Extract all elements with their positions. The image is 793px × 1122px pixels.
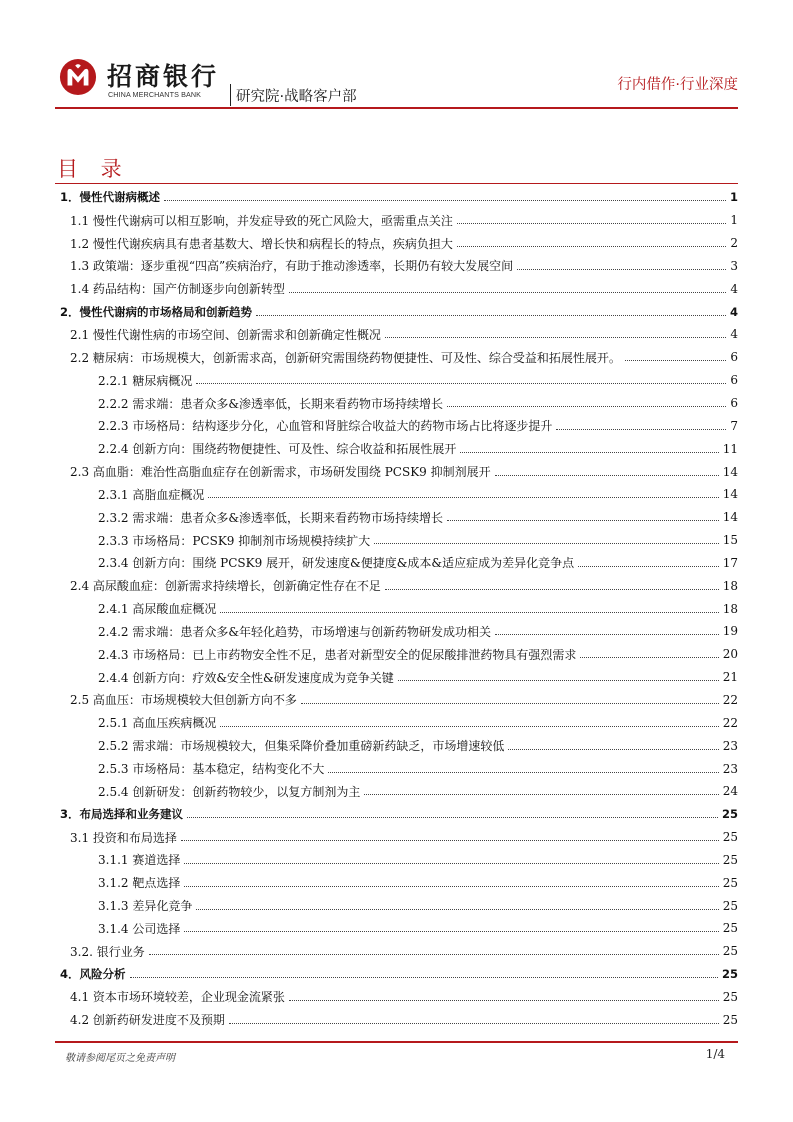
toc-entry-label: 2.2.1 糖尿病概况 (98, 373, 193, 388)
toc-entry-page: 22 (722, 692, 738, 707)
toc-entry[interactable] (55, 620, 738, 643)
toc-leader-dots (625, 359, 726, 361)
toc-leader-dots (130, 976, 718, 978)
toc-entry[interactable] (55, 186, 738, 209)
toc-entry[interactable] (55, 414, 738, 437)
cmb-logo-icon (59, 58, 97, 96)
toc-entry[interactable] (55, 277, 738, 300)
toc-entry[interactable] (55, 757, 738, 780)
toc-entry-page: 17 (722, 555, 738, 570)
logo-english-name: CHINA MERCHANTS BANK (108, 90, 202, 99)
toc-entry[interactable] (55, 255, 738, 278)
toc-entry-page: 25 (722, 875, 738, 890)
toc-entry-label: 2．慢性代谢病的市场格局和创新趋势 (60, 304, 252, 319)
table-of-contents (55, 186, 738, 1031)
toc-entry[interactable] (55, 574, 738, 597)
toc-entry[interactable] (55, 483, 738, 506)
toc-leader-dots (220, 611, 718, 613)
toc-entry-label: 1.3 政策端：逐步重视“四高”疾病治疗，有助于推动渗透率，长期仍有较大发展空间 (70, 259, 514, 274)
toc-entry[interactable] (55, 552, 738, 575)
toc-entry-label: 2.5.4 创新研发：创新药物较少，以复方制剂为主 (98, 784, 361, 799)
toc-entry-page: 23 (722, 761, 738, 776)
toc-leader-dots (184, 862, 718, 864)
toc-entry-label: 2.5.3 市场格局：基本稳定，结构变化不大 (98, 762, 325, 777)
toc-entry[interactable] (55, 1008, 738, 1031)
toc-leader-dots (164, 199, 726, 201)
toc-entry-label: 3．布局选择和业务建议 (60, 807, 184, 822)
toc-entry-page: 21 (722, 670, 738, 685)
toc-entry-label: 2.3.3 市场格局：PCSK9 抑制剂市场规模持续扩大 (98, 533, 371, 548)
toc-leader-dots (385, 588, 719, 590)
toc-entry-label: 2.3 高血脂：难治性高脂血症存在创新需求，市场研发围绕 PCSK9 抑制剂展开 (70, 465, 491, 480)
toc-entry-label: 3.1.4 公司选择 (98, 921, 181, 936)
footer-rule (55, 1041, 738, 1043)
toc-leader-dots (495, 633, 719, 635)
toc-title-rule (55, 183, 738, 184)
toc-entry[interactable] (55, 506, 738, 529)
toc-entry[interactable] (55, 711, 738, 734)
toc-entry-label: 3.1.1 赛道选择 (98, 853, 181, 868)
report-type-label: 行内借作·行业深度 (617, 77, 738, 93)
toc-entry-label: 2.5.2 需求端：市场规模较大，但集采降价叠加重磅新药缺乏，市场增速较低 (98, 739, 505, 754)
toc-entry-label: 3.1.3 差异化竞争 (98, 899, 193, 914)
toc-entry[interactable] (55, 963, 738, 986)
toc-leader-dots (508, 748, 718, 750)
toc-leader-dots (229, 1022, 719, 1024)
page-header (55, 56, 738, 108)
toc-leader-dots (196, 382, 726, 384)
toc-entry-page: 1 (730, 213, 738, 228)
toc-entry-label: 2.4.2 需求端：患者众多&年轻化趋势，市场增速与创新药物研发成功相关 (98, 624, 492, 639)
toc-leader-dots (328, 771, 718, 773)
toc-entry-label: 2.3.1 高脂血症概况 (98, 487, 205, 502)
toc-leader-dots (149, 953, 719, 955)
toc-entry-label: 2.2 糖尿病：市场规模大，创新需求高，创新研究需围绕药物便捷性、可及性、综合受益和拓展性展开。 (70, 350, 621, 365)
toc-entry-label: 1.2 慢性代谢疾病具有患者基数大、增长快和病程长的特点，疾病负担大 (70, 236, 453, 251)
toc-entry[interactable] (55, 437, 738, 460)
toc-entry-label: 2.5 高血压：市场规模较大但创新方向不多 (70, 693, 297, 708)
toc-entry-label: 3.2. 银行业务 (70, 944, 145, 959)
toc-entry-page: 25 (721, 967, 738, 982)
toc-entry-label: 2.5.1 高血压疾病概况 (98, 716, 217, 731)
toc-leader-dots (301, 702, 719, 704)
toc-leader-dots (196, 908, 718, 910)
toc-entry-page: 3 (730, 258, 738, 273)
toc-entry-page: 7 (730, 418, 738, 433)
toc-entry[interactable] (55, 826, 738, 849)
toc-entry[interactable] (55, 780, 738, 803)
toc-entry[interactable] (55, 529, 738, 552)
toc-entry[interactable] (55, 940, 738, 963)
toc-leader-dots (447, 519, 719, 521)
toc-entry-label: 2.1 慢性代谢性病的市场空间、创新需求和创新确定性概况 (70, 327, 381, 342)
toc-leader-dots (457, 222, 726, 224)
toc-entry-label: 2.2.2 需求端：患者众多&渗透率低，长期来看药物市场持续增长 (98, 396, 444, 411)
toc-leader-dots (181, 839, 719, 841)
toc-entry-page: 22 (722, 715, 738, 730)
toc-entry-page: 25 (722, 989, 738, 1004)
toc-entry-label: 2.4.1 高尿酸血症概况 (98, 602, 217, 617)
toc-entry-label: 2.3.4 创新方向：围绕 PCSK9 展开，研发速度&便捷度&成本&适应症成为差异化竞争点 (98, 556, 575, 571)
toc-entry-page: 4 (730, 327, 738, 342)
logo-chinese-name: 招商银行 (107, 62, 220, 91)
toc-leader-dots (184, 885, 718, 887)
toc-leader-dots (289, 999, 719, 1001)
toc-entry-label: 2.4.4 创新方向：疗效&安全性&研发速度成为竞争关键 (98, 670, 394, 685)
toc-entry[interactable] (55, 666, 738, 689)
toc-entry-page: 25 (722, 898, 738, 913)
toc-entry[interactable] (55, 392, 738, 415)
toc-entry[interactable] (55, 894, 738, 917)
toc-entry-page: 14 (722, 487, 738, 502)
toc-entry-label: 1.1 慢性代谢病可以相互影响，并发症导致的死亡风险大，亟需重点关注 (70, 213, 453, 228)
toc-leader-dots (517, 268, 726, 270)
toc-entry-page: 25 (722, 830, 738, 845)
toc-entry-label: 4.2 创新药研发进度不及预期 (70, 1013, 225, 1028)
toc-leader-dots (187, 816, 718, 818)
toc-leader-dots (578, 565, 719, 567)
toc-entry-page: 20 (722, 647, 738, 662)
toc-entry-page: 18 (722, 601, 738, 616)
toc-leader-dots (208, 496, 718, 498)
toc-entry[interactable] (55, 917, 738, 940)
toc-entry-page: 6 (730, 350, 738, 365)
toc-title: 目 录 (57, 157, 130, 181)
toc-entry-page: 6 (730, 396, 738, 411)
toc-entry-page: 25 (722, 1012, 738, 1027)
toc-entry[interactable] (55, 460, 738, 483)
page-number: 1/4 (705, 1047, 725, 1061)
toc-entry[interactable] (55, 369, 738, 392)
toc-entry[interactable] (55, 986, 738, 1009)
toc-entry-page: 23 (722, 738, 738, 753)
toc-leader-dots (460, 451, 718, 453)
toc-entry-label: 2.4.3 市场格局：已上市药物安全性不足，患者对新型安全的促尿酸排泄药物具有强烈需求 (98, 647, 577, 662)
toc-leader-dots (447, 405, 726, 407)
toc-entry[interactable] (55, 300, 738, 323)
toc-entry[interactable] (55, 689, 738, 712)
header-rule (55, 107, 738, 109)
toc-entry[interactable] (55, 323, 738, 346)
header-divider (230, 84, 231, 106)
toc-entry-label: 2.4 高尿酸血症：创新需求持续增长，创新确定性存在不足 (70, 579, 381, 594)
toc-entry-label: 2.3.2 需求端：患者众多&渗透率低，长期来看药物市场持续增长 (98, 510, 444, 525)
toc-entry[interactable] (55, 209, 738, 232)
toc-entry-page: 25 (722, 852, 738, 867)
toc-entry-page: 25 (722, 921, 738, 936)
toc-leader-dots (580, 656, 718, 658)
toc-entry[interactable] (55, 803, 738, 826)
toc-entry-page: 14 (722, 510, 738, 525)
toc-entry-label: 4．风险分析 (60, 967, 126, 982)
department-label: 研究院·战略客户部 (236, 89, 357, 105)
toc-entry-label: 1．慢性代谢病概述 (60, 190, 161, 205)
toc-leader-dots (457, 245, 726, 247)
toc-leader-dots (256, 314, 726, 316)
toc-entry[interactable] (55, 871, 738, 894)
toc-leader-dots (495, 474, 719, 476)
toc-entry[interactable] (55, 734, 738, 757)
toc-entry-page: 25 (722, 944, 738, 959)
toc-entry-page: 18 (722, 578, 738, 593)
toc-entry-label: 3.1.2 靶点选择 (98, 876, 181, 891)
toc-leader-dots (184, 930, 718, 932)
toc-entry-page: 2 (730, 236, 738, 251)
disclaimer-note: 敬请参阅尾页之免责声明 (65, 1053, 175, 1064)
toc-leader-dots (385, 336, 726, 338)
toc-entry-page: 1 (729, 190, 738, 205)
toc-entry-page: 15 (722, 533, 738, 548)
toc-entry-page: 24 (722, 784, 738, 799)
toc-entry[interactable] (55, 643, 738, 666)
toc-leader-dots (289, 291, 726, 293)
toc-leader-dots (374, 542, 718, 544)
toc-entry-page: 4 (730, 281, 738, 296)
toc-entry-page: 11 (722, 441, 738, 456)
toc-leader-dots (364, 793, 718, 795)
toc-entry[interactable] (55, 346, 738, 369)
toc-entry-page: 4 (729, 304, 738, 319)
toc-entry-page: 19 (722, 624, 738, 639)
toc-leader-dots (398, 679, 719, 681)
toc-entry-label: 2.2.3 市场格局：结构逐步分化，心血管和肾脏综合收益大的药物市场占比将逐步提升 (98, 419, 553, 434)
toc-leader-dots (556, 428, 726, 430)
toc-entry[interactable] (55, 848, 738, 871)
toc-entry-label: 1.4 药品结构：国产仿制逐步向创新转型 (70, 282, 285, 297)
toc-leader-dots (220, 725, 718, 727)
toc-entry[interactable] (55, 597, 738, 620)
toc-entry-label: 4.1 资本市场环境较差，企业现金流紧张 (70, 990, 285, 1005)
toc-entry-page: 6 (730, 373, 738, 388)
toc-entry[interactable] (55, 232, 738, 255)
toc-entry-label: 3.1 投资和布局选择 (70, 830, 177, 845)
toc-entry-page: 14 (722, 464, 738, 479)
toc-entry-page: 25 (721, 807, 738, 822)
toc-entry-label: 2.2.4 创新方向：围绕药物便捷性、可及性、综合收益和拓展性展开 (98, 442, 457, 457)
